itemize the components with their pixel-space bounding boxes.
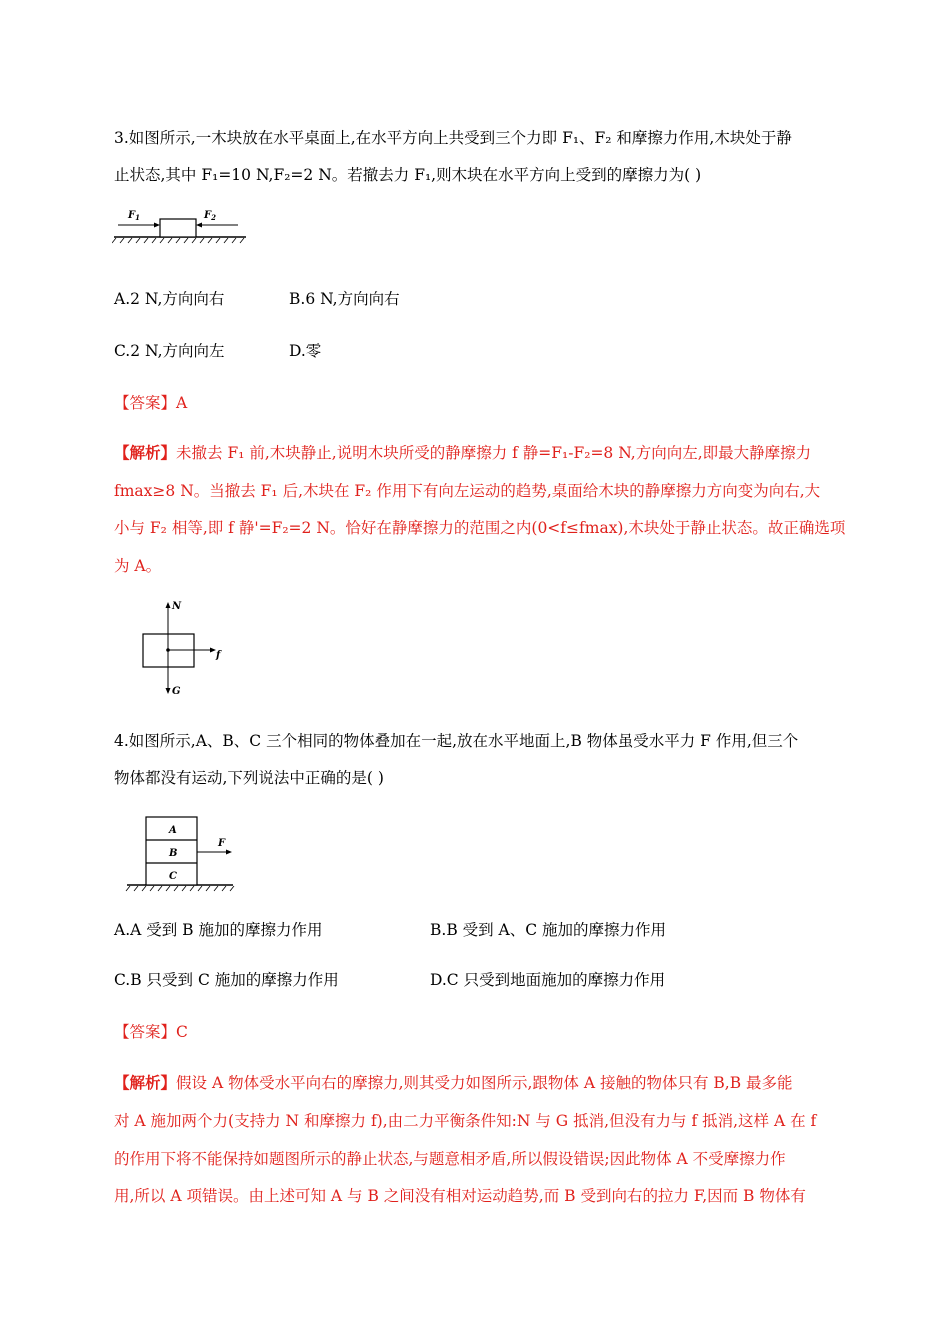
q3-block-figure [112,205,252,247]
q4-answer: 【答案】C [114,1023,188,1041]
q3-option-a: A.2 N,方向向右 [114,290,225,308]
q3-f1-label: F [128,210,136,221]
q3-stem-line-1: 3.如图所示,一木块放在水平桌面上,在水平方向上共受到三个力即 F₁、F₂ 和摩擦力作用,木块处于静 [114,129,792,147]
force-label-n: N [172,601,182,612]
force-label-f: f [216,650,221,661]
q3-analysis-line-4: 为 A。 [114,557,162,575]
q3-option-d: D.零 [289,342,322,360]
svg-text:F1 [127,210,140,222]
force-label-f-q4: F [218,838,226,849]
q3-stem-line-2: 止状态,其中 F₁=10 N,F₂=2 N。若撤去力 F₁,则木块在水平方向上受到的摩擦力为( ) [114,166,702,184]
q4-analysis-line-1 [114,1073,793,1093]
q3-f1-sub: 1 [135,213,140,222]
q3-analysis-text-1: 未撤去 F₁ 前,木块静止,说明木块所受的静摩擦力 f 静=F₁-F₂=8 N,方向向左,即最大静摩擦力 [176,444,812,462]
q3-option-b: B.6 N,方向向右 [289,290,400,308]
q4-analysis-line-4: 用,所以 A 项错误。由上述可知 A 与 B 之间没有相对运动趋势,而 B 受到向右的拉力 F,因而 B 物体有 [114,1187,806,1205]
q4-option-b: B.B 受到 A、C 施加的摩擦力作用 [430,921,667,939]
q4-option-c: C.B 只受到 C 施加的摩擦力作用 [114,971,339,989]
arrow-down-icon [166,688,171,694]
q3-f2-label: F [204,210,212,221]
q3-option-c: C.2 N,方向向左 [114,342,225,360]
q4-analysis-line-3: 的作用下将不能保持如题图所示的静止状态,与题意相矛盾,所以假设错误;因此物体 A 不受摩擦力作 [114,1150,786,1168]
q3-f2-sub: 2 [211,213,216,222]
wood-block [160,219,196,237]
q3-analysis-line-3: 小与 F₂ 相等,即 f 静'=F₂=2 N。恰好在静摩擦力的范围之内(0<f≤fmax),木块处于静止状态。故正确选项 [114,519,846,537]
arrow-up-icon [166,602,171,608]
block-label-a: A [169,825,177,836]
q3-analysis-tag: 【解析】 [114,443,177,462]
q4-stack-figure [124,812,239,894]
q3-analysis-line-2: fmax≥8 N。当撤去 F₁ 后,木块在 F₂ 作用下有向左运动的趋势,桌面给木块的静摩擦力方向变为向右,大 [114,482,821,500]
q4-option-d: D.C 只受到地面施加的摩擦力作用 [430,971,666,989]
block-label-c: C [169,871,177,882]
arrow-right-icon [154,223,160,228]
svg-text:F2 [203,210,216,222]
arrow-left-icon [196,223,202,228]
q3-analysis-line-1 [114,443,811,463]
q4-stem-line-1: 4.如图所示,A、B、C 三个相同的物体叠加在一起,放在水平地面上,B 物体虽受水平力 F 作用,但三个 [114,732,799,750]
q4-option-a: A.A 受到 B 施加的摩擦力作用 [114,921,323,939]
q4-analysis-text-1: 假设 A 物体受水平向右的摩擦力,则其受力如图所示,跟物体 A 接触的物体只有 B,B 最多能 [176,1074,793,1092]
force-diagram [138,598,233,698]
arrow-right-icon [226,850,232,855]
q4-analysis-line-2: 对 A 施加两个力(支持力 N 和摩擦力 f),由二力平衡条件知:N 与 G 抵消,但没有力与 f 抵消,这样 A 在 f [114,1112,817,1130]
q3-answer: 【答案】A [114,394,188,412]
q4-stem-line-2: 物体都没有运动,下列说法中正确的是( ) [114,769,384,787]
q4-analysis-tag: 【解析】 [114,1073,177,1092]
force-label-g: G [172,686,181,697]
block-label-b: B [169,848,178,859]
